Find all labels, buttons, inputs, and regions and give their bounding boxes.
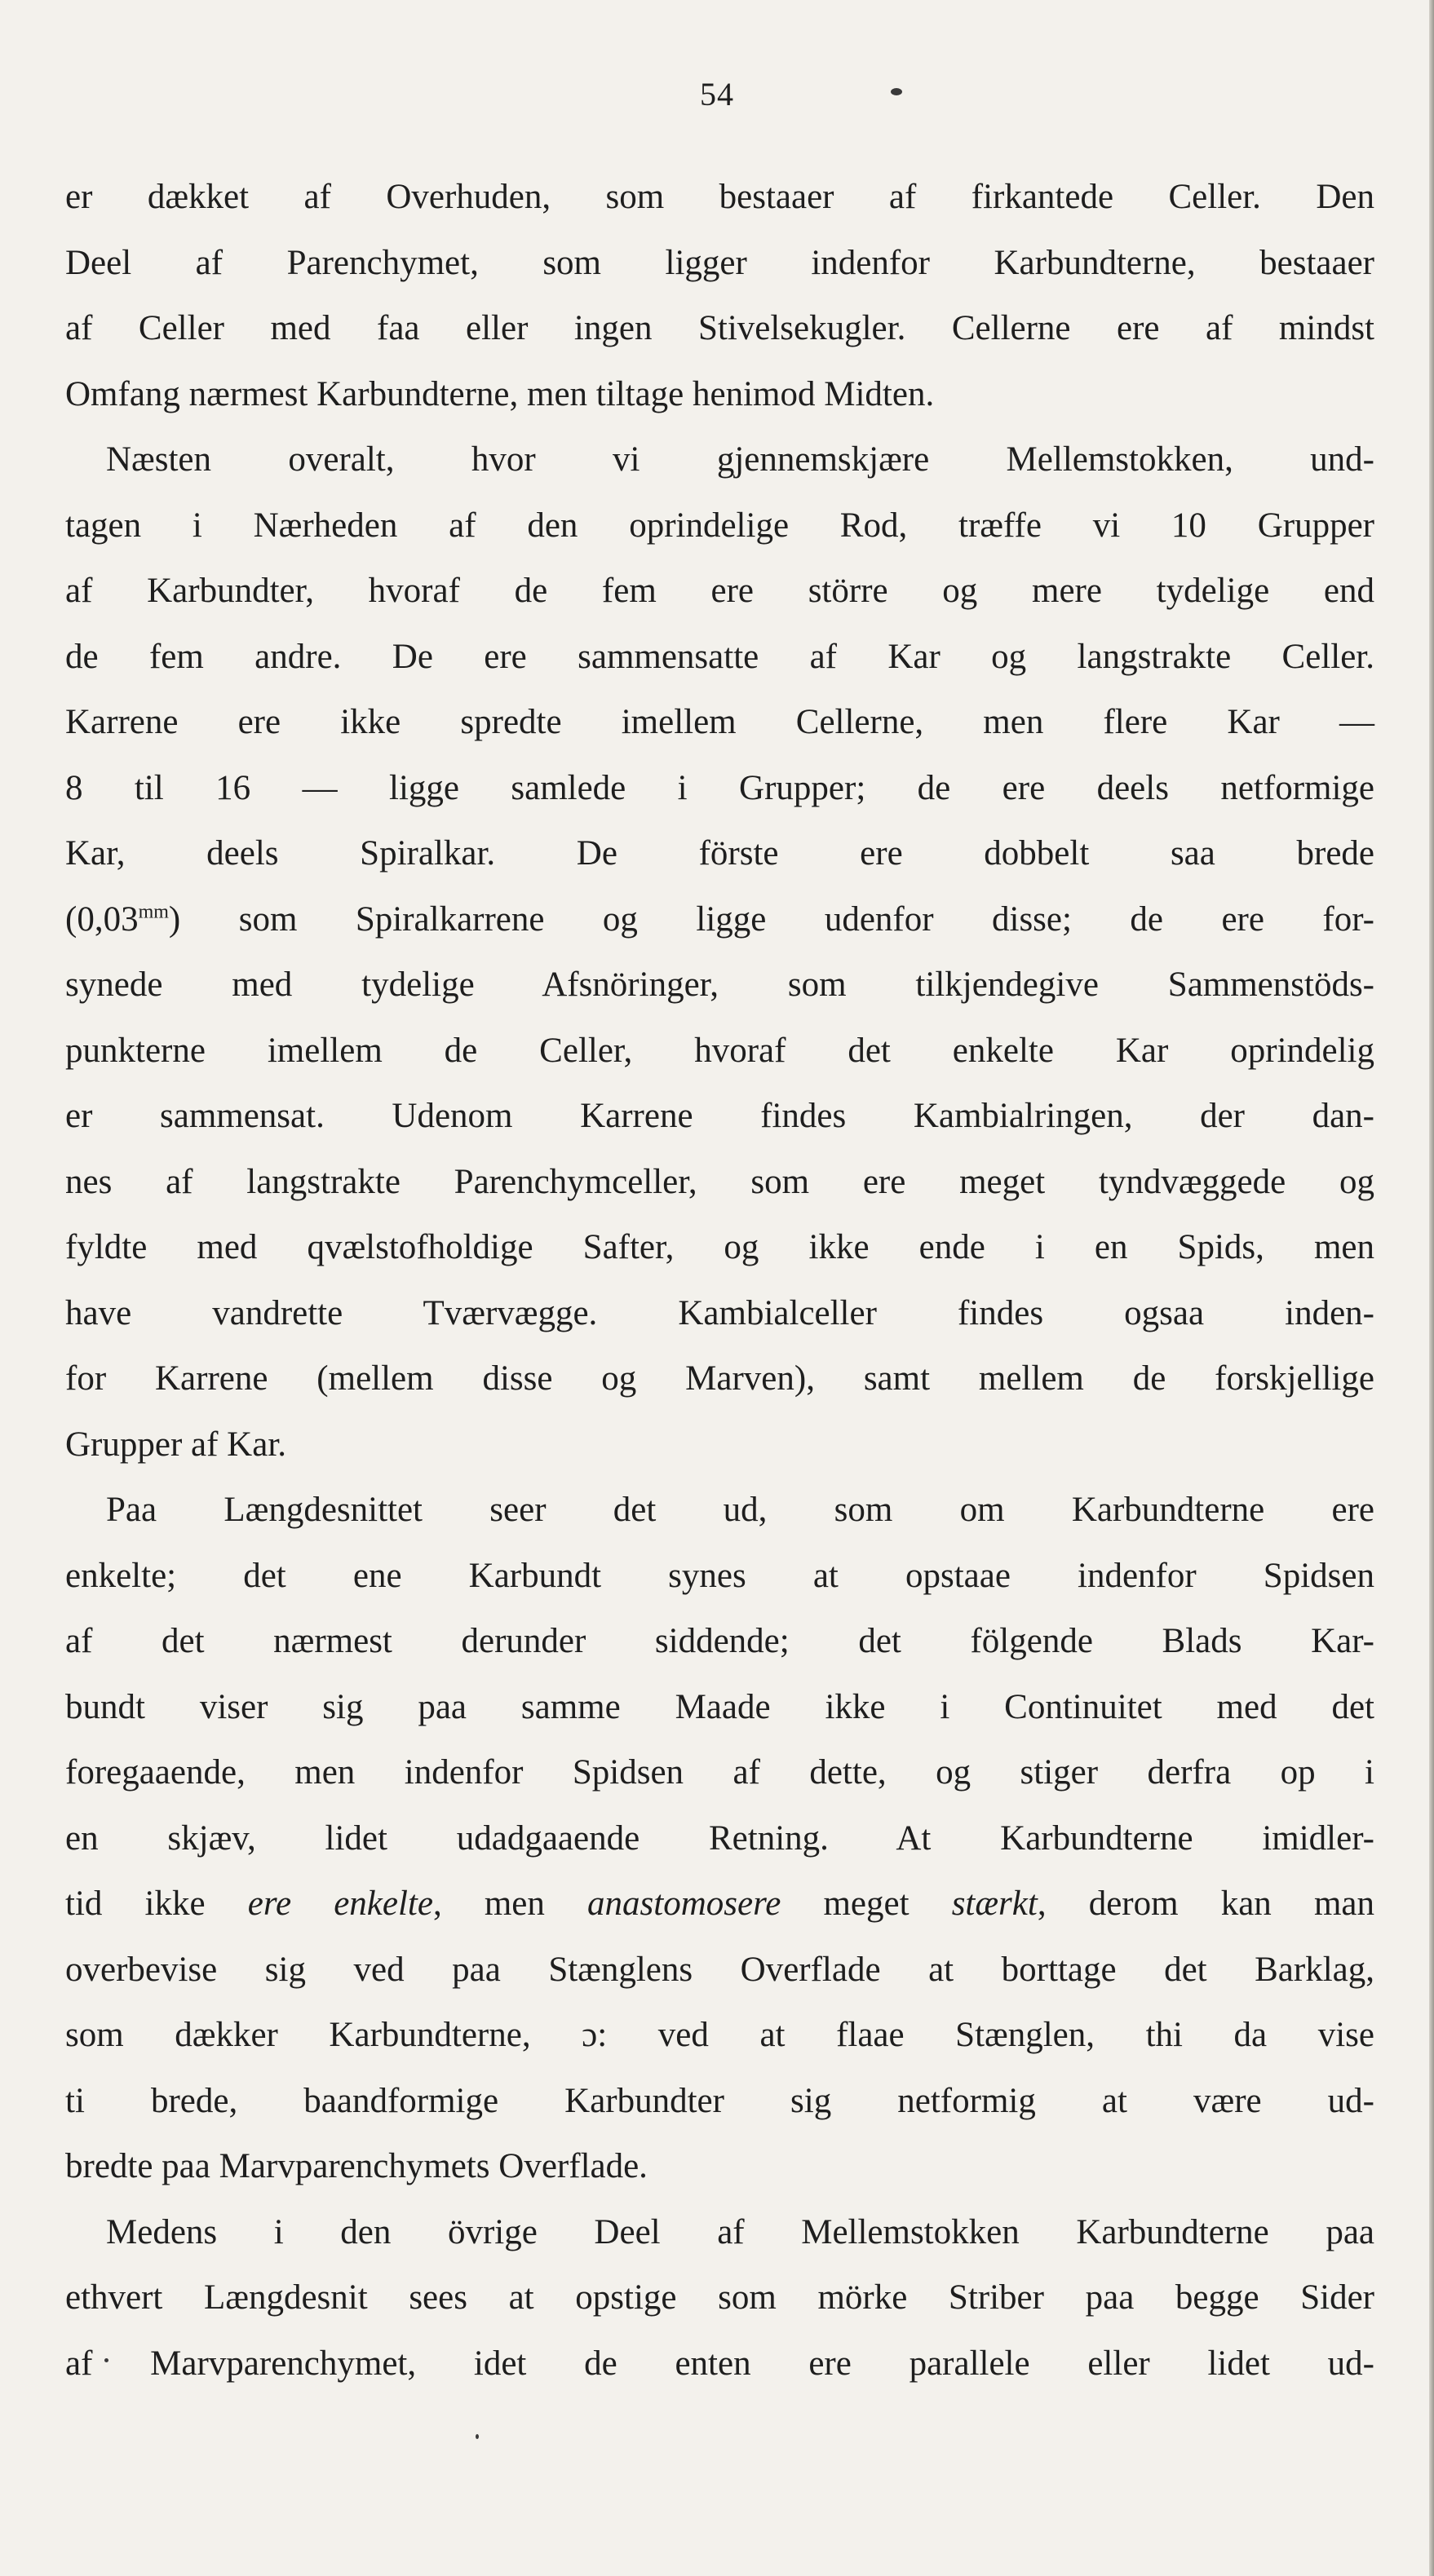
measure-close: ) [168, 899, 181, 939]
italic-term: stærkt [951, 1885, 1038, 1923]
text-line: Paa Længdesnittet seer det ud, som om Karbundterne ere [106, 1491, 1374, 1529]
text-line: synede med tydelige Afsnöringer, som tilkjendegive Sammenstöds- [65, 965, 1374, 1004]
text-line: en skjæv, lidet udadgaaende Retning. At Karbundterne imidler- [65, 1818, 1374, 1858]
text-line: Næsten overalt, hvor vi gjennemskjære Mellemstokken, und- [106, 440, 1374, 479]
ink-speck [476, 2434, 479, 2439]
text-line: for Karrene (mellem disse og Marven), samt mellem de forskjellige [65, 1359, 1374, 1398]
body-text [65, 165, 1374, 2397]
text-line: de fem andre. De ere sammensatte af Kar og langstrakte Celler. [65, 637, 1374, 676]
ink-speck [891, 88, 902, 95]
text-line: Deel af Parenchymet, som ligger indenfor Karbundterne, bestaaer [65, 243, 1374, 282]
text-line: er sammensat. Udenom Karrene findes Kambialringen, der dan- [65, 1097, 1374, 1135]
page-number: 54 [700, 76, 734, 113]
text-line: bundt viser sig paa samme Maade ikke i Continuitet med det [65, 1687, 1374, 1726]
text-line: som dækker Karbundterne, ɔ: ved at flaae Stænglen, thi da vise [65, 2016, 1374, 2054]
text-line: af det nærmest derunder siddende; det fölgende Blads Kar- [65, 1622, 1374, 1660]
text-line: af Marvparenchymet, idet de enten ere parallele eller lidet ud- [65, 2344, 1374, 2383]
italic-term: ere enkelte [247, 1885, 433, 1923]
text-segment: , derom kan man [1037, 1885, 1374, 1923]
measure-unit: mm [138, 901, 169, 923]
text-line: er dækket af Overhuden, som bestaaer af firkantede Celler. Den [65, 178, 1374, 216]
italic-term: anastomosere [587, 1885, 781, 1923]
text-line: ti brede, baandformige Karbundter sig netformig at være ud- [65, 2081, 1374, 2120]
page-edge [1429, 0, 1434, 2576]
text-line: foregaaende, men indenfor Spidsen af dette, og stiger derfra op i [65, 1753, 1374, 1792]
text-line: tagen i Nærheden af den oprindelige Rod, træffe vi 10 Grupper [65, 506, 1374, 545]
text-line: Medens i den övrige Deel af Mellemstokken Karbundterne paa [106, 2212, 1374, 2251]
text-line: Karrene ere ikke spredte imellem Cellerne, men flere Kar — [65, 703, 1374, 741]
text-line: nes af langstrakte Parenchymceller, som ere meget tyndvæggede og [65, 1162, 1374, 1201]
text-line: have vandrette Tværvægge. Kambialceller findes ogsaa inden- [65, 1293, 1374, 1332]
text-line: Omfang nærmest Karbundterne, men tiltage henimod Midten. [65, 374, 935, 413]
text-line: fyldte med qvælstofholdige Safter, og ikke ende i en Spids, men [65, 1228, 1374, 1266]
text-line: overbevise sig ved paa Stænglens Overflade at borttage det Barklag, [65, 1950, 1374, 1989]
text-line-rest: som Spiralkarrene og ligge udenfor disse; de ere for- [238, 899, 1374, 939]
text-segment: meget [781, 1885, 952, 1923]
text-line: 8 til 16 — ligge samlede i Grupper; de ere deels netformige [65, 768, 1374, 807]
measure-value: (0,03 [65, 899, 139, 939]
text-line: af Celler med faa eller ingen Stivelsekugler. Cellerne ere af mindst [65, 309, 1374, 347]
text-line: af Karbundter, hvoraf de fem ere större og mere tydelige end [65, 572, 1374, 610]
text-line [65, 887, 1374, 953]
text-line: bredte paa Marvparenchymets Overflade. [65, 2147, 648, 2185]
text-segment: , men [432, 1885, 588, 1923]
text-line: Grupper af Kar. [65, 1425, 287, 1464]
text-line: ethvert Længdesnit sees at opstige som mörke Striber paa begge Sider [65, 2278, 1374, 2317]
text-line: enkelte; det ene Karbundt synes at opstaae indenfor Spidsen [65, 1556, 1374, 1595]
text-segment: tid ikke [65, 1885, 248, 1923]
text-line [65, 1871, 1374, 1938]
text-line: punkterne imellem de Celler, hvoraf det enkelte Kar oprindelig [65, 1031, 1374, 1070]
text-line: Kar, deels Spiralkar. De förste ere dobbelt saa brede [65, 834, 1374, 873]
